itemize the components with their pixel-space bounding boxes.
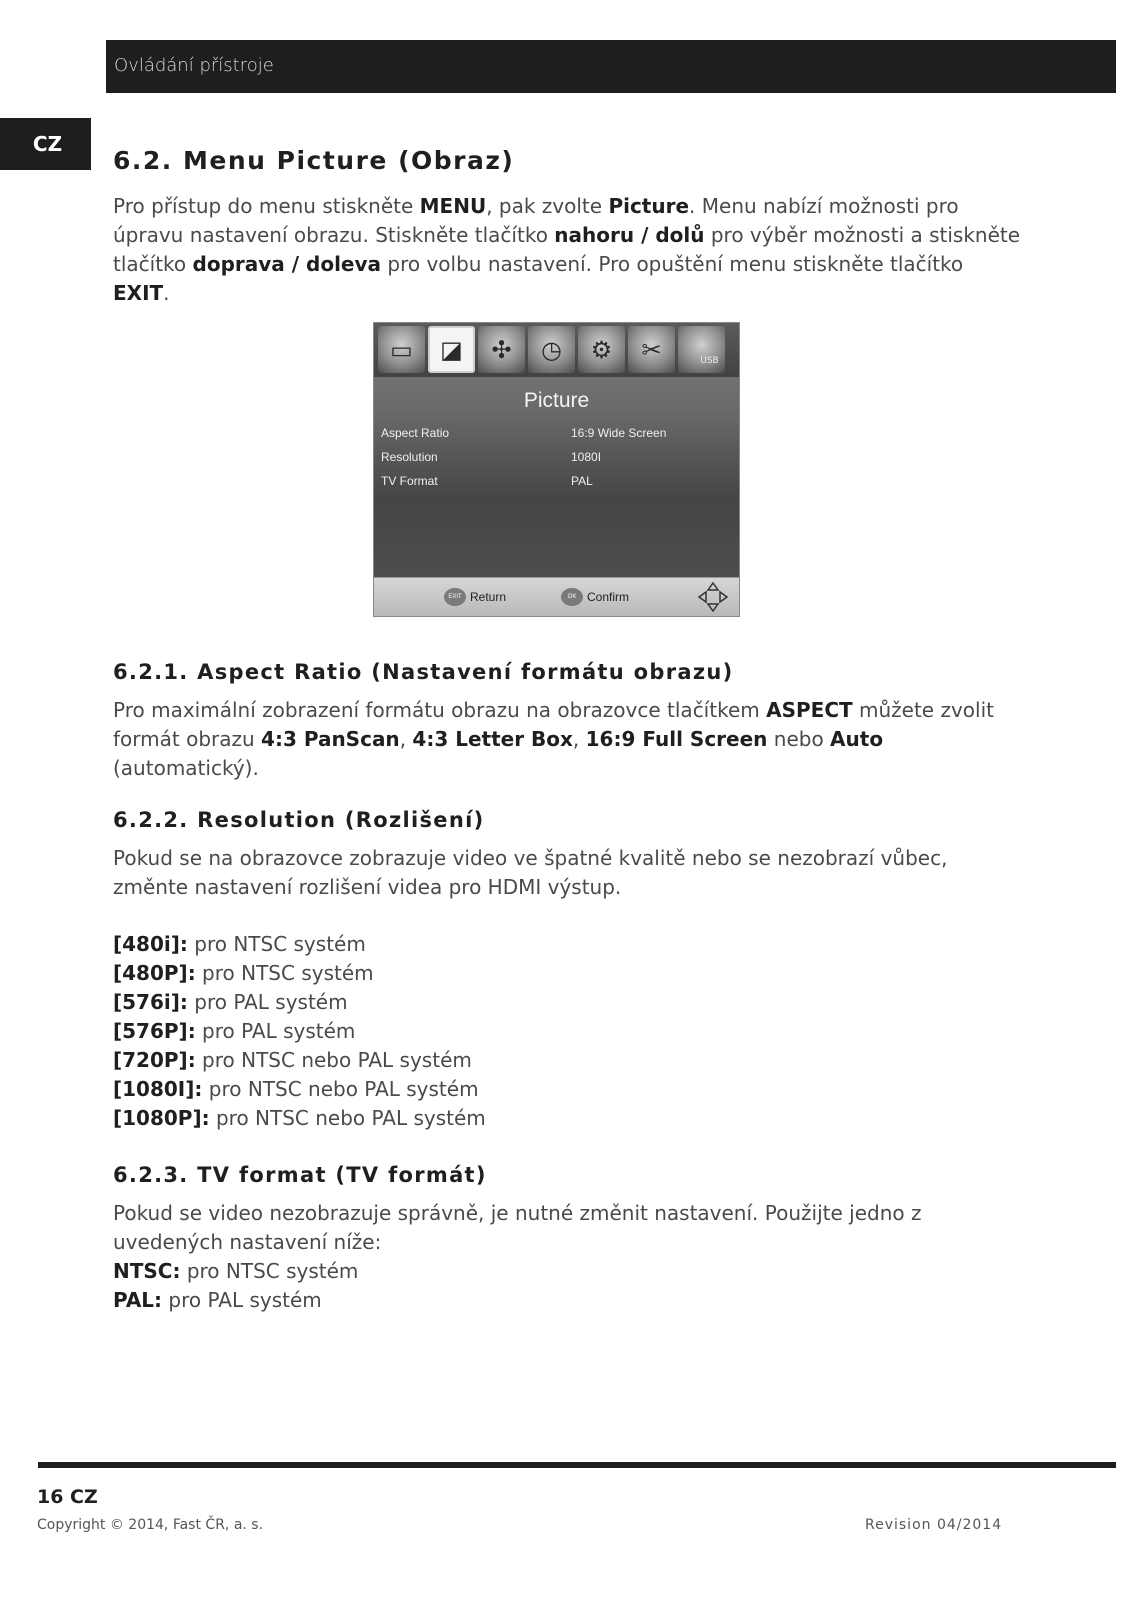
ok-badge: OK [561, 588, 583, 606]
tvformat-paragraph: Pokud se video nezobrazuje správně, je nutné změnit nastavení. Použijte jedno z uvedených nastavení níže: [113, 1201, 922, 1254]
return-label: Return [470, 590, 507, 604]
tv-row-value: 16:9 Wide Screen [571, 426, 667, 440]
tv-menu-screenshot [373, 322, 740, 617]
header-bar [106, 40, 1116, 93]
resolution-title: 6.2.2. Resolution (Rozlišení) [113, 808, 485, 832]
section-title: 6.2. Menu Picture (Obraz) [113, 146, 515, 175]
tv-row-value: 1080I [571, 450, 602, 464]
exit-badge: EXIT [444, 588, 466, 606]
header-title: Ovládání přístroje [114, 55, 274, 76]
tv-menu-title: Picture [523, 389, 590, 412]
copyright: Copyright © 2014, Fast ČR, a. s. [37, 1517, 264, 1533]
list-item: [720P]: pro NTSC nebo PAL systém [113, 1048, 472, 1072]
tv-icon: ▭ [378, 326, 425, 373]
list-item: PAL: pro PAL systém [113, 1288, 322, 1312]
tools-icon: ✂ [628, 326, 675, 373]
list-item: [480P]: pro NTSC systém [113, 961, 374, 985]
tv-row-label: Aspect Ratio [381, 426, 450, 440]
revision: Revision 04/2014 [865, 1517, 1003, 1533]
tv-row-label: Resolution [381, 450, 438, 464]
footer-rule [38, 1462, 1116, 1468]
navigation-arrows-icon [697, 581, 729, 613]
list-item: [1080I]: pro NTSC nebo PAL systém [113, 1077, 479, 1101]
page-number: 16 CZ [37, 1486, 98, 1508]
confirm-hint [561, 587, 629, 607]
list-item: NTSC: pro NTSC systém [113, 1259, 359, 1283]
confirm-label: Confirm [587, 590, 630, 604]
aspect-paragraph: Pro maximální zobrazení formátu obrazu na obrazovce tlačítkem ASPECT můžete zvolit formát obrazu 4:3 PanScan, 4:3 Letter Box, 16:9 Full Screen nebo Auto (automatický). [113, 698, 994, 780]
intro-paragraph: Pro přístup do menu stiskněte MENU, pak zvolte Picture. Menu nabízí možnosti pro úpravu nastavení obrazu. Stiskněte tlačítko nahoru / dolů pro výběr možnosti a stiskněte tlačítko doprava / doleva pro volbu nastavení. Pro opuštění menu stiskněte tlačítko EXIT. [113, 194, 1021, 305]
clock-icon: ◷ [528, 326, 575, 373]
return-hint [444, 587, 506, 607]
list-item: [576P]: pro PAL systém [113, 1019, 356, 1043]
gear-icon: ⚙ [578, 326, 625, 373]
language-tab: CZ [0, 118, 91, 170]
tv-row-value: PAL [571, 474, 593, 488]
list-item: [1080P]: pro NTSC nebo PAL systém [113, 1106, 486, 1130]
picture-icon: ◪ [428, 326, 475, 373]
tv-menu-footer [374, 577, 739, 616]
list-item: [576i]: pro PAL systém [113, 990, 348, 1014]
tv-icon-bar [374, 323, 739, 377]
satellite-icon: ✣ [478, 326, 525, 373]
tvformat-title: 6.2.3. TV format (TV formát) [113, 1163, 487, 1187]
usb-icon [678, 326, 725, 373]
tv-row-label: TV Format [381, 474, 438, 488]
list-item: [480i]: pro NTSC systém [113, 932, 366, 956]
resolution-paragraph: Pokud se na obrazovce zobrazuje video ve špatné kvalitě nebo se nezobrazí vůbec, změnte nastavení rozlišení videa pro HDMI výstup. [113, 846, 948, 899]
aspect-title: 6.2.1. Aspect Ratio (Nastavení formátu obrazu) [113, 660, 734, 684]
usb-label: USB [700, 355, 719, 366]
